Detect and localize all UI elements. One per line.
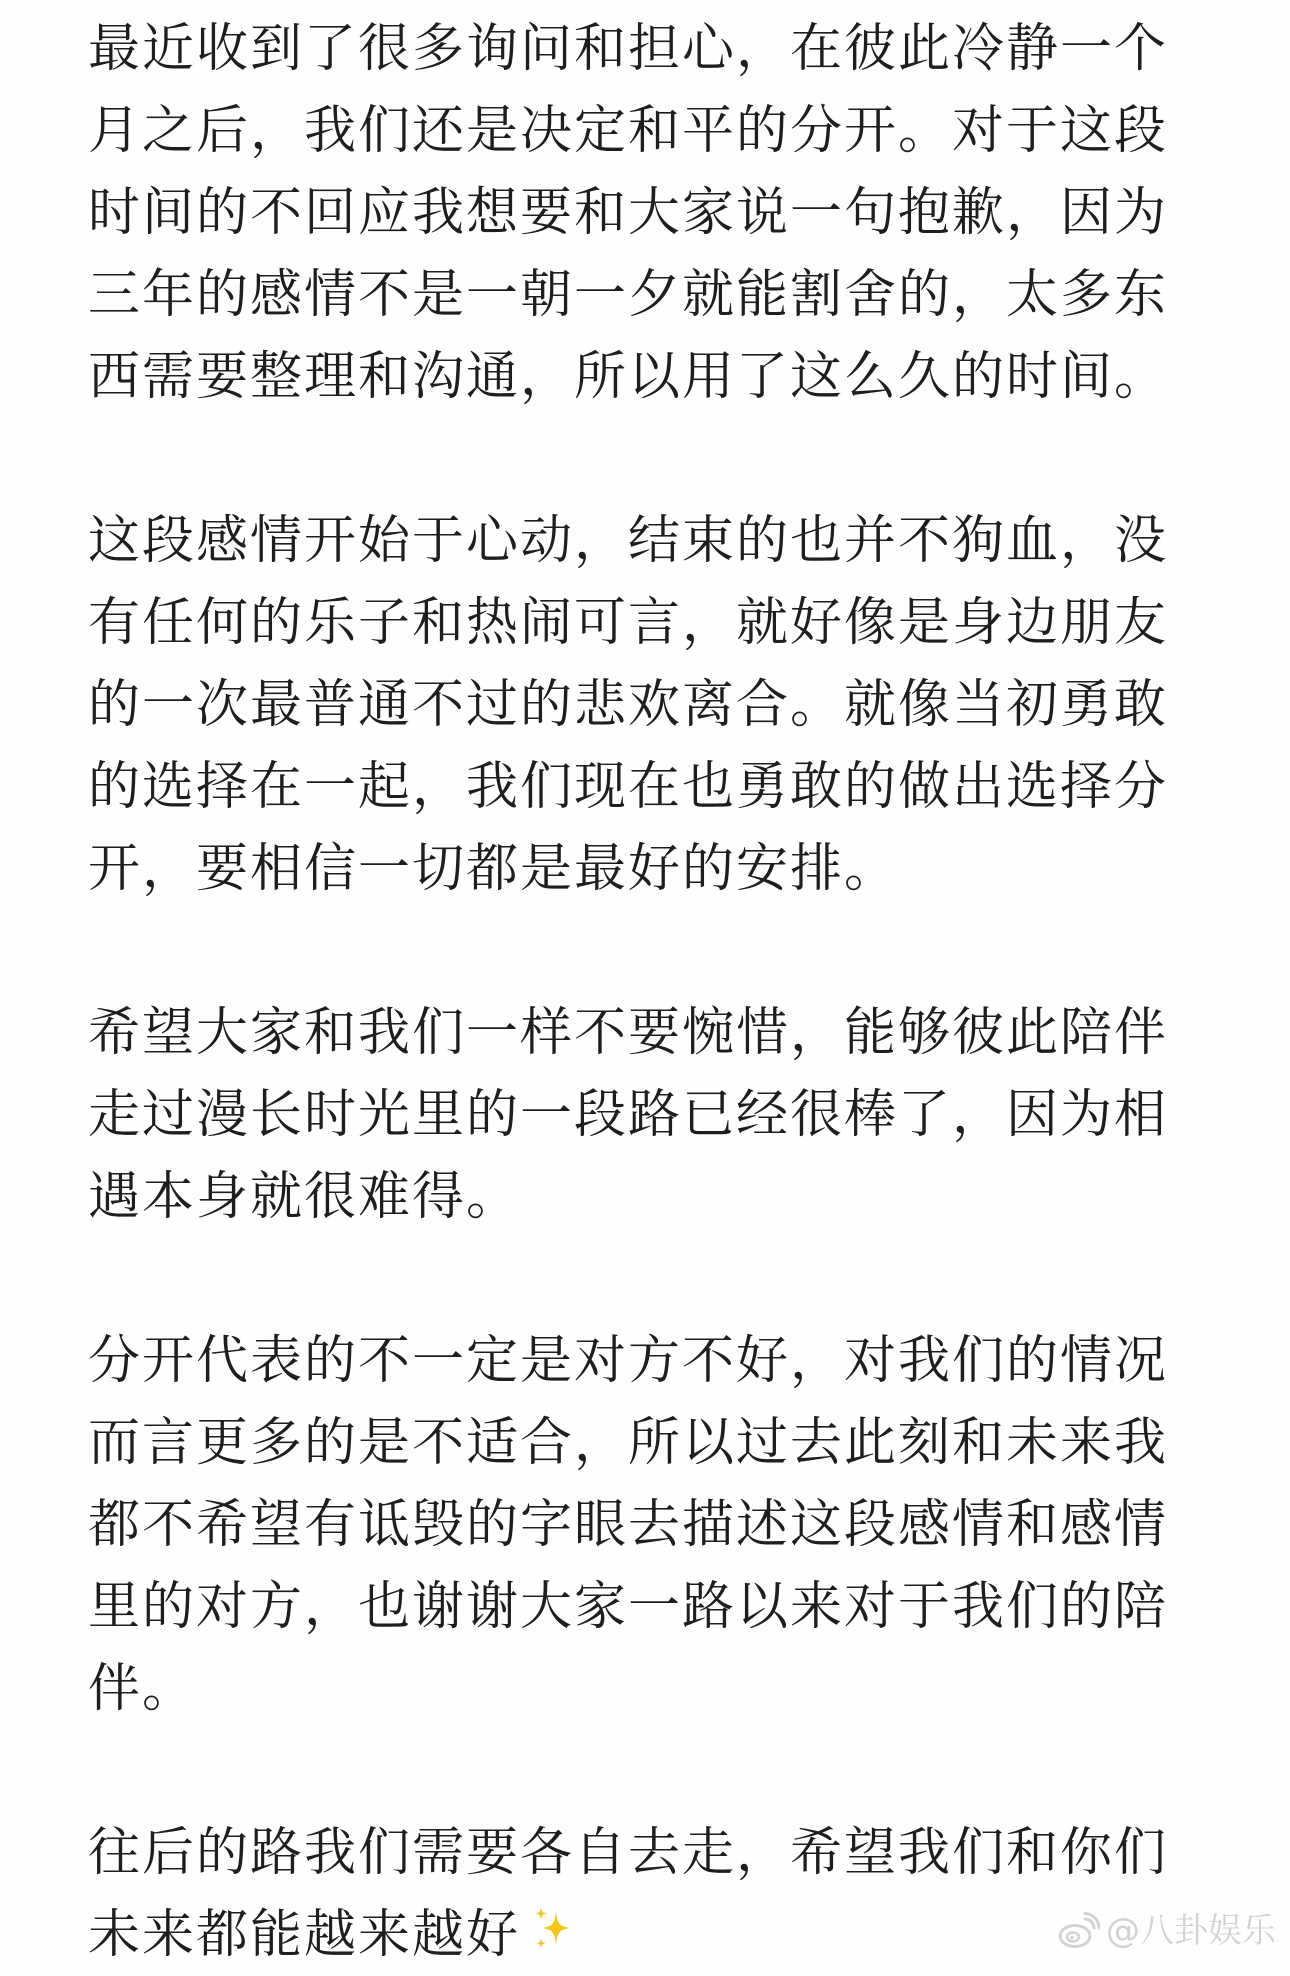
text-line: 走过漫长时光里的一段路已经很棒了，因为相 — [88, 1085, 1169, 1145]
text-line: 遇本身就很难得。 — [88, 1167, 521, 1227]
paragraph — [88, 1812, 1200, 1976]
text-line: 最近收到了很多询问和担心，在彼此冷静一个 — [88, 19, 1169, 79]
text-line: 的选择在一起，我们现在也勇敢的做出选择分 — [88, 757, 1169, 817]
text-line: 开，要相信一切都是最好的安排。 — [88, 839, 899, 899]
watermark-text: @八卦娱乐 — [1106, 1911, 1276, 1951]
paragraph — [88, 500, 1200, 910]
paragraph — [88, 1320, 1200, 1730]
text-line: 往后的路我们需要各自去走，希望我们和你们 — [88, 1823, 1169, 1883]
text-line: 希望大家和我们一样不要惋惜，能够彼此陪伴 — [88, 1003, 1169, 1063]
text-line: 而言更多的是不适合，所以过去此刻和未来我 — [88, 1413, 1169, 1473]
text-line: 有任何的乐子和热闹可言，就好像是身边朋友 — [88, 593, 1169, 653]
watermark — [1056, 1909, 1276, 1953]
sparkles-icon — [530, 1904, 576, 1956]
text-line-content: 未来都能越来越好 — [88, 1905, 521, 1965]
text-line: 时间的不回应我想要和大家说一句抱歉，因为 — [88, 183, 1169, 243]
text-line: 月之后，我们还是决定和平的分开。对于这段 — [88, 101, 1169, 161]
text-line: 这段感情开始于心动，结束的也并不狗血，没 — [88, 511, 1169, 571]
text-line: 三年的感情不是一朝一夕就能割舍的，太多东 — [88, 265, 1169, 325]
text-line-last — [88, 1894, 1200, 1976]
paragraph-gap — [88, 418, 1200, 500]
paragraph-gap — [88, 1238, 1200, 1320]
text-line: 分开代表的不一定是对方不好，对我们的情况 — [88, 1331, 1169, 1391]
post-body — [88, 8, 1200, 1976]
text-line: 的一次最普通不过的悲欢离合。就像当初勇敢 — [88, 675, 1169, 735]
paragraph-gap — [88, 910, 1200, 992]
weibo-icon — [1056, 1912, 1100, 1950]
paragraph-gap — [88, 1730, 1200, 1812]
text-line: 伴。 — [88, 1659, 197, 1719]
text-line: 都不希望有诋毁的字眼去描述这段感情和感情 — [88, 1495, 1169, 1555]
text-line: 西需要整理和沟通，所以用了这么久的时间。 — [88, 347, 1169, 407]
paragraph — [88, 992, 1200, 1238]
text-line: 里的对方，也谢谢大家一路以来对于我们的陪 — [88, 1577, 1169, 1637]
paragraph — [88, 8, 1200, 418]
